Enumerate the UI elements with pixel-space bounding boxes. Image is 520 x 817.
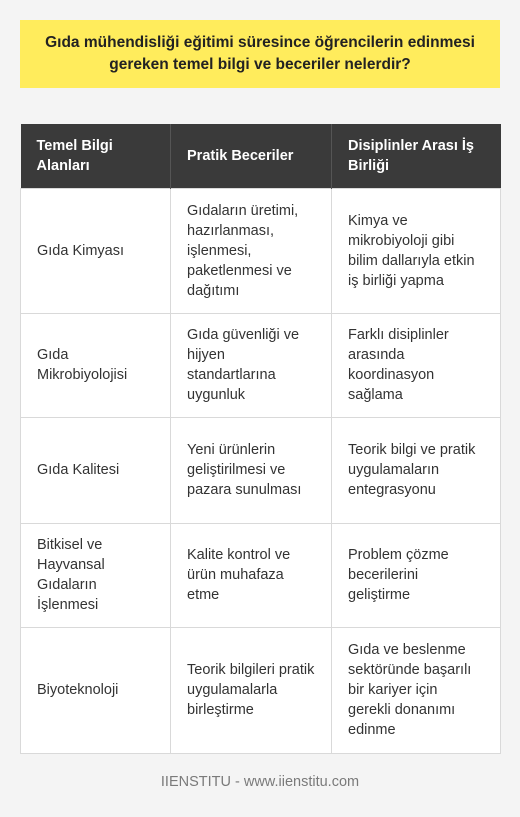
table-cell: Biyoteknoloji	[21, 627, 171, 753]
page-title: Gıda mühendisliği eğitimi süresince öğrencilerin edinmesi gereken temel bilgi ve beceriler nelerdir?	[45, 34, 475, 73]
table-cell: Kalite kontrol ve ürün muhafaza etme	[171, 523, 332, 627]
table-cell: Kimya ve mikrobiyoloji gibi bilim dallarıyla etkin iş birliği yapma	[332, 188, 501, 313]
table-row	[21, 188, 501, 313]
table-cell: Gıda Mikrobiyolojisi	[21, 313, 171, 417]
table-cell: Gıda güvenliği ve hijyen standartlarına uygunluk	[171, 313, 332, 417]
column-header-practical: Pratik Beceriler	[171, 124, 332, 188]
column-header-knowledge: Temel Bilgi Alanları	[21, 124, 171, 188]
table-cell: Problem çözme becerilerini geliştirme	[332, 523, 501, 627]
question-banner	[20, 20, 500, 88]
table-cell: Teorik bilgi ve pratik uygulamaların entegrasyonu	[332, 417, 501, 523]
column-header-collaboration: Disiplinler Arası İş Birliği	[332, 124, 501, 188]
table-header-row	[21, 124, 501, 188]
table-cell: Gıda Kalitesi	[21, 417, 171, 523]
table-row	[21, 313, 501, 417]
table-cell: Gıdaların üretimi, hazırlanması, işlenmesi, paketlenmesi ve dağıtımı	[171, 188, 332, 313]
table-cell: Yeni ürünlerin geliştirilmesi ve pazara sunulması	[171, 417, 332, 523]
table-cell: Gıda Kimyası	[21, 188, 171, 313]
table-cell: Bitkisel ve Hayvansal Gıdaların İşlenmesi	[21, 523, 171, 627]
skills-table	[20, 124, 501, 754]
table-cell: Farklı disiplinler arasında koordinasyon sağlama	[332, 313, 501, 417]
table-cell: Teorik bilgileri pratik uygulamalarla birleştirme	[171, 627, 332, 753]
table-row	[21, 523, 501, 627]
table-row	[21, 627, 501, 753]
table-row	[21, 417, 501, 523]
footer-credit: IIENSTITU - www.iienstitu.com	[160, 774, 360, 790]
table-cell: Gıda ve beslenme sektöründe başarılı bir kariyer için gerekli donanımı edinme	[332, 627, 501, 753]
